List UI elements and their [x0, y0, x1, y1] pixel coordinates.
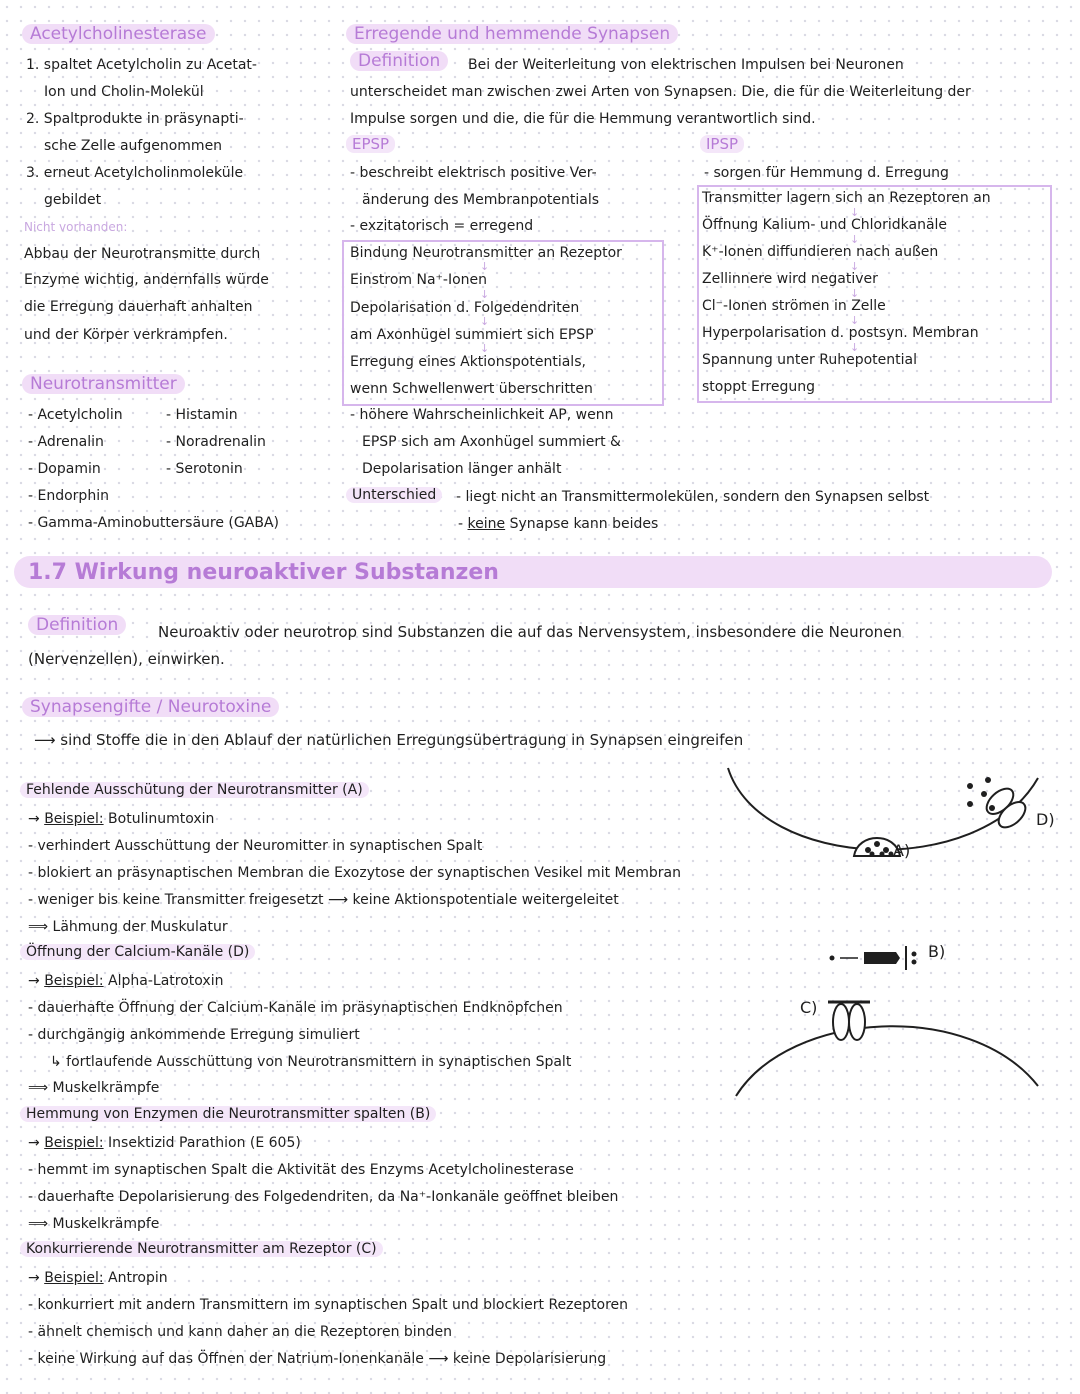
ipsp-box-line-1: Transmitter lagern sich an Rezeptoren an [702, 190, 991, 206]
ache-step-3: 3. erneut Acetylcholinmoleküle [26, 165, 244, 181]
synapsen-title: Erregende und hemmende Synapsen [346, 24, 678, 44]
effect-d-line-3: ↳ fortlaufende Ausschüttung von Neurotransmittern in synaptischen Spalt [50, 1054, 572, 1070]
ipsp-line: - sorgen für Hemmung d. Erregung [704, 165, 949, 181]
effect-b-line-2: - dauerhafte Depolarisierung des Folgedendriten, da Na⁺-Ionkanäle geöffnet bleiben [28, 1189, 619, 1205]
ache-step-2b: sche Zelle aufgenommen [44, 138, 223, 154]
epsp-box-line-6: wenn Schwellenwert überschritten [350, 381, 593, 397]
epsp-box-line-4: am Axonhügel summiert sich EPSP [350, 327, 594, 343]
nt-left-5: - Gamma-Aminobuttersäure (GABA) [28, 515, 279, 531]
diagram-label-b: B) [928, 942, 946, 961]
epsp-label: EPSP [346, 135, 395, 153]
ipsp-arrow-icon: ↓ [850, 341, 860, 354]
effect-c-line-1: - konkurriert mit andern Transmittern im synaptischen Spalt und blockiert Rezeptoren [28, 1297, 628, 1313]
effect-c-line-2: - ähnelt chemisch und kann daher an die Rezeptoren binden [28, 1324, 452, 1340]
effect-a-line-3: - weniger bis keine Transmitter freigesetzt ⟶ keine Aktionspotentiale weitergeleitet [28, 892, 619, 908]
epsp-arrow-icon: ↓ [480, 288, 490, 301]
section-definition-label: Definition [28, 615, 126, 635]
effect-d-example-label: Beispiel: [44, 973, 104, 989]
effect-c-example-label: Beispiel: [44, 1270, 104, 1286]
ipsp-box-line-8: stoppt Erregung [702, 379, 815, 395]
epsp-box-line-3: Depolarisation d. Folgedendriten [350, 300, 580, 316]
ipsp-arrow-icon: ↓ [850, 260, 860, 273]
effect-a-example-label: Beispiel: [44, 811, 104, 827]
synapsen-def-line-2: unterscheidet man zwischen zwei Arten von Synapsen. Die, die für die Weiterleitung der [350, 84, 971, 100]
postsynaptic-membrane [736, 1026, 1038, 1096]
ipsp-box-line-5: Cl⁻-Ionen strömen in Zelle [702, 298, 886, 314]
nicht-line-4: und der Körper verkrampfen. [24, 327, 228, 343]
ipsp-arrow-icon: ↓ [850, 233, 860, 246]
unterschied-label: Unterschied [346, 487, 442, 503]
nicht-line-3: die Erregung dauerhaft anhalten [24, 299, 253, 315]
epsp-after-2: EPSP sich am Axonhügel summiert & [362, 434, 621, 450]
epsp-arrow-icon: ↓ [480, 342, 490, 355]
effect-b-example: → Beispiel: Insektizid Parathion (E 605) [28, 1135, 301, 1151]
nt-left-2: - Adrenalin [28, 434, 104, 450]
effect-d-line-4: ⟹ Muskelkrämpfe [28, 1080, 160, 1096]
unterschied-keine: keine [467, 516, 506, 532]
ipsp-box-line-2: Öffnung Kalium- und Chloridkanäle [702, 217, 948, 233]
synapsen-def-line-1: Bei der Weiterleitung von elektrischen Impulsen bei Neuronen [468, 57, 904, 73]
effect-d-example-value: Alpha-Latrotoxin [108, 973, 224, 989]
section-def-line-1: Neuroaktiv oder neurotrop sind Substanzen die auf das Nervensystem, insbesondere die Neuronen [158, 623, 902, 641]
synapsen-definition-label: Definition [350, 51, 448, 71]
neurotransmitter-title: Neurotransmitter [22, 374, 185, 394]
effect-b-example-value: Insektizid Parathion (E 605) [108, 1135, 301, 1151]
ipsp-arrow-icon: ↓ [850, 206, 860, 219]
effect-c-example-value: Antropin [108, 1270, 168, 1286]
epsp-line-2: änderung des Membranpotentials [362, 192, 600, 208]
ache-title: Acetylcholinesterase [22, 24, 215, 44]
synapse-diagram [720, 760, 1060, 1110]
epsp-arrow-icon: ↓ [480, 315, 490, 328]
epsp-arrow-icon: ↓ [480, 260, 490, 273]
ipsp-arrow-icon: ↓ [850, 287, 860, 300]
effect-b-line-3: ⟹ Muskelkrämpfe [28, 1216, 160, 1232]
effect-a-example: → Beispiel: Botulinumtoxin [28, 811, 215, 827]
nt-right-2: - Noradrenalin [166, 434, 266, 450]
nt-left-3: - Dopamin [28, 461, 101, 477]
unterschied-line-2 [458, 516, 658, 532]
epsp-line-3: - exzitatorisch = erregend [350, 218, 534, 234]
effect-b-line-1: - hemmt im synaptischen Spalt die Aktivität des Enzyms Acetylcholinesterase [28, 1162, 574, 1178]
epsp-line-1: - beschreibt elektrisch positive Ver- [350, 165, 597, 181]
synapsen-def-line-3: Impulse sorgen und die, die für die Hemmung verantwortlich sind. [350, 111, 816, 127]
nicht-line-2: Enzyme wichtig, andernfalls würde [24, 272, 269, 288]
diagram-label-c: C) [800, 998, 818, 1017]
ipsp-arrow-icon: ↓ [850, 314, 860, 327]
ache-step-1b: Ion und Cholin-Molekül [44, 84, 204, 100]
ipsp-label: IPSP [700, 135, 744, 153]
section-def-line-2: (Nervenzellen), einwirken. [28, 650, 225, 668]
unterschied-line-2-pre: - [458, 516, 468, 532]
effect-a-example-value: Botulinumtoxin [108, 811, 215, 827]
ipsp-box-line-7: Spannung unter Ruhepotential [702, 352, 917, 368]
nt-right-3: - Serotonin [166, 461, 243, 477]
effect-a-line-2: - blokiert an präsynaptischen Membran die Exozytose der synaptischen Vesikel mit Membran [28, 865, 681, 881]
ache-step-3b: gebildet [44, 192, 102, 208]
effect-a-line-4: ⟹ Lähmung der Muskulatur [28, 919, 228, 935]
unterschied-line-2-post: Synapse kann beides [505, 516, 659, 532]
effect-d-line-1: - dauerhafte Öffnung der Calcium-Kanäle im präsynaptischen Endknöpfchen [28, 1000, 563, 1016]
effect-c-example: → Beispiel: Antropin [28, 1270, 168, 1286]
nicht-vorhanden-label: Nicht vorhanden: [24, 220, 128, 234]
nt-left-1: - Acetylcholin [28, 407, 123, 423]
epsp-after-1: - höhere Wahrscheinlichkeit AP, wenn [350, 407, 614, 423]
enzyme-icon [830, 946, 917, 970]
ipsp-box-line-4: Zellinnere wird negativer [702, 271, 878, 287]
epsp-box-line-1: Bindung Neurotransmitter an Rezeptor [350, 245, 622, 261]
nicht-line-1: Abbau der Neurotransmitte durch [24, 246, 261, 262]
receptor-icon [828, 1002, 870, 1040]
effect-d-title: Öffnung der Calcium-Kanäle (D) [20, 944, 255, 960]
effect-b-example-label: Beispiel: [44, 1135, 104, 1151]
effect-d-line-2: - durchgängig ankommende Erregung simuliert [28, 1027, 360, 1043]
gifte-title: Synapsengifte / Neurotoxine [22, 697, 279, 717]
ache-step-1: 1. spaltet Acetylcholin zu Acetat- [26, 57, 257, 73]
effect-d-example: → Beispiel: Alpha-Latrotoxin [28, 973, 224, 989]
section-title: 1.7 Wirkung neuroaktiver Substanzen [28, 560, 499, 585]
epsp-box-line-5: Erregung eines Aktionspotentials, [350, 354, 586, 370]
unterschied-line-1: - liegt nicht an Transmittermolekülen, sondern den Synapsen selbst [456, 489, 930, 505]
nt-right-1: - Histamin [166, 407, 238, 423]
effect-c-title: Konkurrierende Neurotransmitter am Rezeptor (C) [20, 1241, 383, 1257]
ipsp-box-line-3: K⁺-Ionen diffundieren nach außen [702, 244, 939, 260]
ipsp-box-line-6: Hyperpolarisation d. postsyn. Membran [702, 325, 979, 341]
effect-c-line-3: - keine Wirkung auf das Öffnen der Natrium-Ionenkanäle ⟶ keine Depolarisierung [28, 1351, 607, 1367]
calcium-ion-dots [967, 777, 995, 811]
epsp-box-line-2: Einstrom Na⁺-Ionen [350, 272, 488, 288]
diagram-label-d: D) [1036, 810, 1055, 829]
ache-step-2: 2. Spaltprodukte in präsynapti- [26, 111, 244, 127]
effect-a-title: Fehlende Ausschütung der Neurotransmitter (A) [20, 782, 369, 798]
nt-left-4: - Endorphin [28, 488, 109, 504]
effect-b-title: Hemmung von Enzymen die Neurotransmitter spalten (B) [20, 1106, 436, 1122]
gifte-line: ⟶ sind Stoffe die in den Ablauf der natürlichen Erregungsübertragung in Synapsen eingreifen [34, 731, 744, 749]
effect-a-line-1: - verhindert Ausschüttung der Neuromitter in synaptischen Spalt [28, 838, 483, 854]
diagram-label-a: A) [893, 841, 911, 860]
epsp-after-3: Depolarisation länger anhält [362, 461, 562, 477]
